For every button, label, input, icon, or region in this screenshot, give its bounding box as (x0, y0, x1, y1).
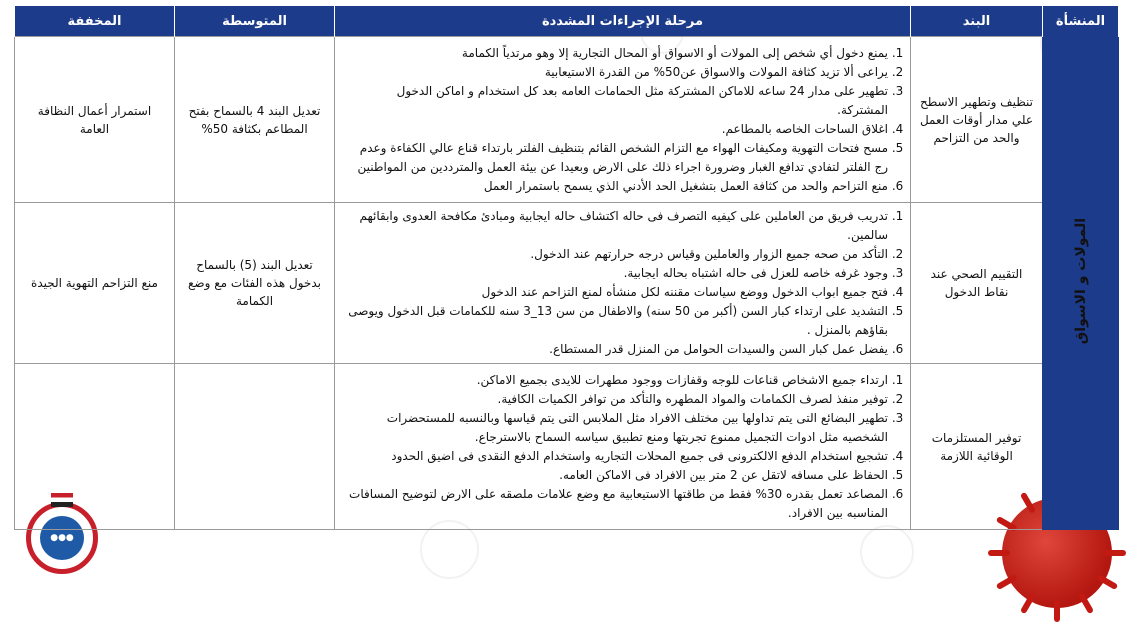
header-light: المخففة (15, 6, 175, 37)
table-row (15, 364, 1119, 530)
list-item: 1. تدريب فريق من العاملين على كيفيه التصرف فى حاله اكتشاف حاله ايجابية ومبادئ مكافحة العدوى وابقائهم سالمين. (343, 207, 888, 245)
list-item: 5. التشديد على ارتداء كبار السن (أكبر من 50 سنه) والاطفال من سن 13_3 سنه للكمامات قبل الدخول ويوصى بقاؤهم بالمنزل . (343, 302, 888, 340)
list-item: 1. يمنع دخول أي شخص إلى المولات أو الاسواق أو المحال التجارية إلا وهو مرتدياً الكمامة (343, 44, 888, 63)
measures-table (14, 6, 1119, 530)
medium-measures-cell: تعديل البند (5) بالسماح بدخول هذه الفئات مع وضع الكمامة (175, 203, 335, 364)
header-medium: المتوسطة (175, 6, 335, 37)
strict-measures-cell (335, 37, 911, 203)
virus-spike (1096, 574, 1118, 590)
table-row (15, 37, 1119, 203)
list-item: 6. منع التزاحم والحد من كثافة العمل بتشغيل الحد الأدني الذي يسمح باستمرار العمل (343, 177, 888, 196)
item-cell: تنظيف وتطهير الاسطح علي مدار أوقات العمل والحد من التزاحم (911, 37, 1043, 203)
family-icon: ●●● (40, 516, 84, 560)
virus-spike (1104, 550, 1126, 556)
list-item: 1. ارتداء جميع الاشخاص قناعات للوجه وقفازات ووجود مطهرات للايدى بجميع الاماكن. (343, 371, 888, 390)
list-item: 3. تطهير على مدار 24 ساعه للاماكن المشتركة مثل الحمامات العامه بعد كل استخدام و اماكن الدخول المشتركة. (343, 82, 888, 120)
table-header-row (15, 6, 1119, 37)
list-item: 6. يفضل عمل كبار السن والسيدات الحوامل من المنزل قدر المستطاع. (343, 340, 888, 359)
list-item: 6. المصاعد تعمل بقدره 30% فقط من طاقتها الاستيعابية مع وضع علامات ملصقه على الارض لتوضيح المسافات المناسبه بين الافراد. (343, 485, 888, 523)
list-item: 4. تشجيع استخدام الدفع الالكترونى فى جميع المحلات التجاريه واستخدام الدفع النقدى فى اضيق الحدود (343, 447, 888, 466)
virus-spike (1078, 592, 1094, 614)
medium-measures-cell (175, 364, 335, 530)
light-measures-cell (15, 364, 175, 530)
list-item: 4. فتح جميع ابواب الدخول ووضع سياسات مقننه لكل منشأه لمنع التزاحم عند الدخول (343, 283, 888, 302)
list-item: 2. التأكد من صحه جميع الزوار والعاملين وقياس درجه حرارتهم عند الدخول. (343, 245, 888, 264)
header-strict: مرحلة الإجراءات المشددة (335, 6, 911, 37)
list-item: 5. الحفاظ على مسافه لاتقل عن 2 متر بين الافراد فى الاماكن العامه. (343, 466, 888, 485)
strict-measures-list (343, 207, 902, 359)
light-measures-cell: منع التزاحم التهوية الجيدة (15, 203, 175, 364)
list-item: 2. توفير منفذ لصرف الكمامات والمواد المطهره والتأكد من توافر الكميات الكافية. (343, 390, 888, 409)
strict-measures-cell (335, 203, 911, 364)
virus-spike (988, 550, 1010, 556)
list-item: 3. تطهير البضائع التى يتم تداولها بين مختلف الافراد مثل الملابس التى يتم قياسها وبالنسبه للمستحضرات الشخصيه مثل ادوات التجميل ممنوع تجربتها ومنع تطبيق سياسه السماح بالاسترجاع. (343, 409, 888, 447)
strict-measures-cell (335, 364, 911, 530)
item-cell: التقييم الصحي عند نقاط الدخول (911, 203, 1043, 364)
strict-measures-list (343, 44, 902, 196)
facility-cell (1043, 37, 1119, 530)
list-item: 5. مسح فتحات التهوية ومكيفات الهواء مع التزام الشخص القائم بتنظيف الفلتر بارتداء قناع عالي الكفاءة وعدم رج الفلتر لتفادي تدافع الغبار وضرورة اجراء ذلك على الارض وبعيدا عن بيئة العمل والمترددين من المواطنين (343, 139, 888, 177)
table-row (15, 203, 1119, 364)
light-measures-cell: استمرار أعمال النظافة العامة (15, 37, 175, 203)
item-cell: توفير المستلزمات الوقائية اللازمة (911, 364, 1043, 530)
header-item: البند (911, 6, 1043, 37)
list-item: 3. وجود غرفه خاصه للعزل فى حاله اشتباه بحاله ايجابية. (343, 264, 888, 283)
virus-decoration-icon (860, 525, 914, 579)
medium-measures-cell: تعديل البند 4 بالسماح بفتح المطاعم بكثافة 50% (175, 37, 335, 203)
virus-spike (1020, 592, 1036, 614)
virus-spike (996, 574, 1018, 590)
list-item: 2. يراعى ألا تزيد كثافة المولات والاسواق عن50% من القدرة الاستيعابية (343, 63, 888, 82)
virus-spike (1054, 600, 1060, 622)
facility-name: المولات و الاسواق (1072, 218, 1089, 345)
strict-measures-list (343, 371, 902, 523)
header-facility: المنشأة (1043, 6, 1119, 37)
list-item: 4. اغلاق الساحات الخاصه بالمطاعم. (343, 120, 888, 139)
